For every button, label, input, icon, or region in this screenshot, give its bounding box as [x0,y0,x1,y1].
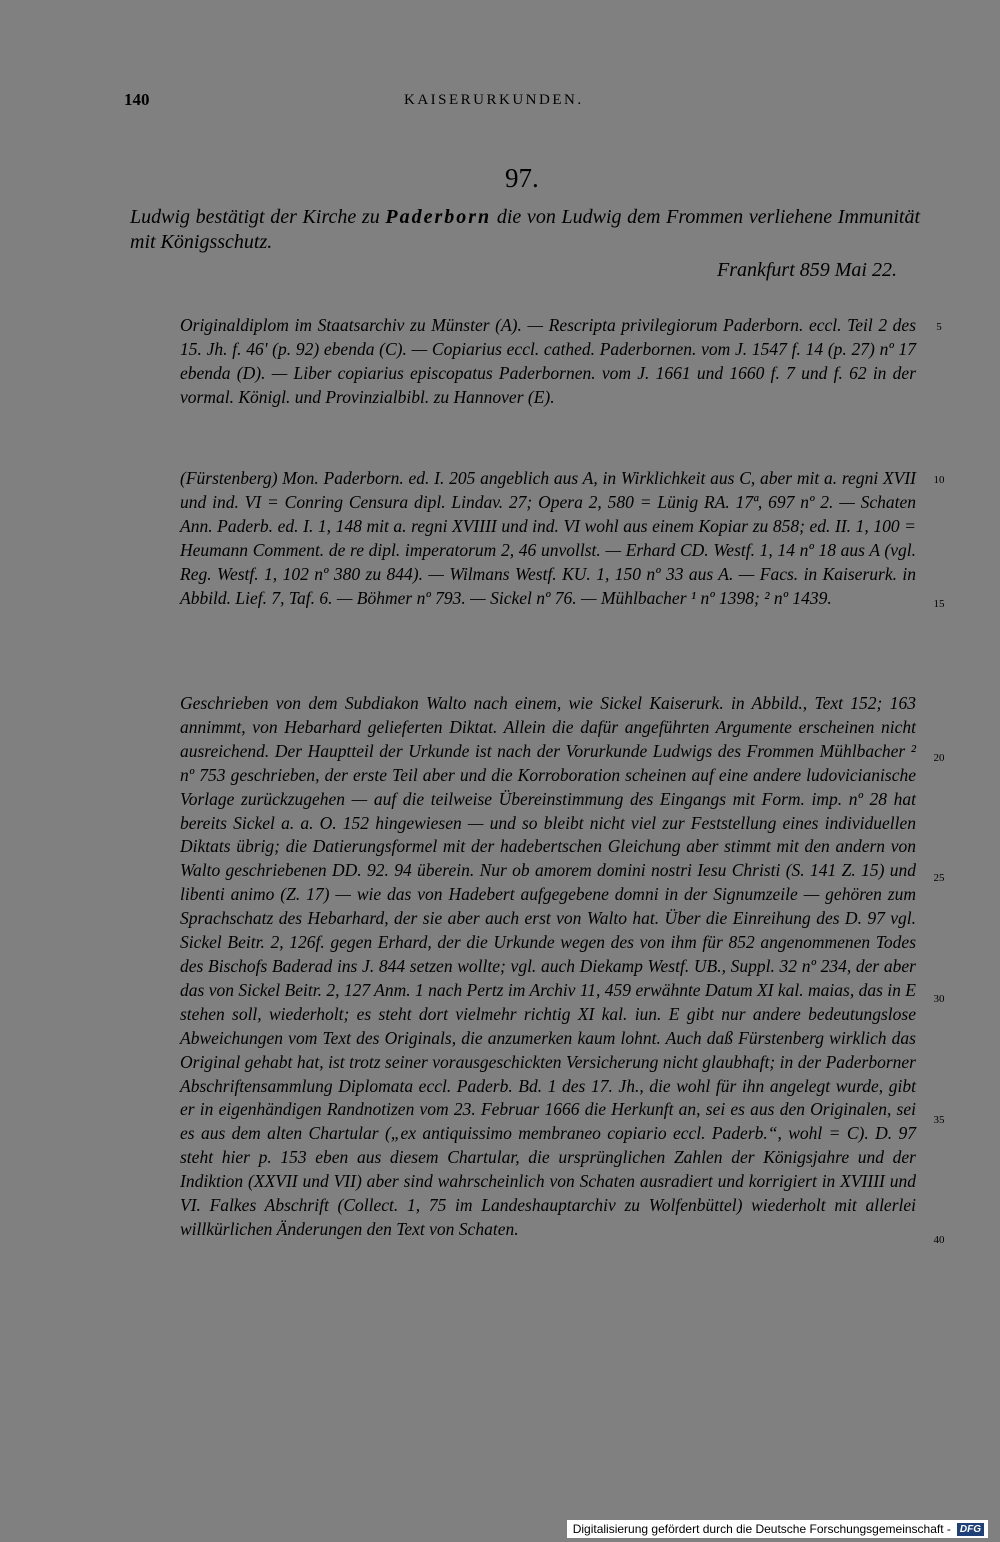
document-number: 97. [505,163,539,193]
commentary-paragraph: Geschrieben von dem Subdiakon Walto nach einem, wie Sickel Kaiserurk. in Abbild., Text 152; 163 annimmt, von Hebarhard gelieferten Diktat. Allein die dafür angeführten Argumente erscheinen nicht ausreichend. Der Hauptteil der Urkunde ist nach der Vorurkunde Ludwigs des Frommen Mühlbacher ² nº 753 geschrieben, der erste Teil aber und die Korroboration scheinen auf eine andere ludovicianische Vorlage zurückzugehen — auf die teilweise Übereinstimmung des Eingangs mit Form. imp. nº 28 hat bereits Sickel a. a. O. 152 hingewiesen — und so bleibt nicht viel zur Feststellung eines individuellen Diktats übrig; die Datierungsformel mit der hadebertschen Gleichung aber stimmt mit den andern von Walto geschriebenen DD. 92. 94 überein. Nur ob amorem domini nostri Iesu Christi (S. 141 Z. 15) und libenti animo (Z. 17) — wie das von Hadebert aufgegebene domni in der Signumzeile — gehören zum Sprachschatz des Hebarhard, der sie aber auch erst von Walto hat. Über die Einreihung des D. 97 vgl. Sickel Beitr. 2, 126f. gegen Erhard, der die Urkunde wegen des von ihm für 852 angenommenen Todes des Bischofs Baderad ins J. 844 setzen wollte; vgl. auch Diekamp Westf. UB., Suppl. 32 nº 234, der aber das von Sickel Beitr. 2, 127 Anm. 1 nach Pertz im Archiv 11, 459 erwähnte Datum XI kal. maias, das in E stehen soll, wiederholt; es steht dort vielmehr richtig XI kal. iun. E gibt nur andere bedeutungslose Abweichungen vom Text des Originals, die anzumerken kaum lohnt. Auch daß Fürstenberg wirklich das Original gehabt hat, ist trotz seiner vorausgeschickten Versicherung nicht glaubhaft; in der Paderborner Abschriftensammlung Diplomata eccl. Paderb. Bd. 1 des 17. Jh., die wohl für ihn angelegt wurde, gibt er in eigenhändigen Randnotizen vom 23. Februar 1666 die Herkunft an, sei es aus den Originalen, sei es aus dem alten Chartular („ex antiquissimo membraneo copiario eccl. Paderb.“, wohl = C). D. 97 steht hier p. 153 eben aus diesem Chartular, die ursprünglichen Zahlen der Königsjahre und der Indiktion (XXVII und VII) aber sind wahrscheinlich von Schaten ausradiert und korrigiert in XVIIII und VI. Falkes Abschrift (Collect. 1, 75 im Landeshauptarchiv zu Wolfenbüttel) wiederholt mit allerlei willkürlichen Änderungen den Text von Schaten. [180,693,916,1239]
footer-text: Digitalisierung gefördert durch die Deutsche Forschungsgemeinschaft - [572,1522,951,1536]
dateline: Frankfurt 859 Mai 22. [717,259,897,281]
line-number: 25 [933,872,945,884]
document-title [130,205,920,255]
line-number: 35 [933,1114,945,1126]
line-number: 40 [933,1234,945,1246]
title-place: Paderborn [385,206,492,228]
dfg-logo: DFG [957,1523,984,1536]
line-number: 15 [933,598,945,610]
title-part-2: die von Ludwig dem Frommen verliehene Immunität mit Königsschutz. [130,206,920,253]
line-number: 20 [933,752,945,764]
editions-paragraph: (Fürstenberg) Mon. Paderborn. ed. I. 205 angeblich aus A, in Wirklichkeit aus C, aber mit a. regni XVII und ind. VI = Conring Censura dipl. Lindav. 27; Opera 2, 580 = Lünig RA. 17ª, 697 nº 2. — Schaten Ann. Paderb. ed. I. 1, 148 mit a. regni XVIIII und ind. VI wohl aus einem Kopiar zu 858; ed. II. 1, 100 = Heumann Comment. de re dipl. imperatorum 2, 46 unvollst. — Erhard CD. Westf. 1, 14 nº 18 aus A (vgl. Reg. Westf. 1, 102 nº 380 zu 844). — Wilmans Westf. KU. 1, 150 nº 33 aus A. — Facs. in Kaiserurk. in Abbild. Lief. 7, Taf. 6. — Böhmer nº 793. — Sickel nº 76. — Mühlbacher ¹ nº 1398; ² nº 1439. [180,468,916,608]
manuscripts-paragraph: Originaldiplom im Staatsarchiv zu Münster (A). — Rescripta privilegiorum Paderborn. eccl. Teil 2 des 15. Jh. f. 46' (p. 92) ebenda (C). — Copiarius eccl. cathed. Paderbornen. vom J. 1547 f. 14 (p. 27) nº 17 ebenda (D). — Liber copiarius episcopatus Paderbornen. vom J. 1661 und 1660 f. 7 und f. 62 in der vormal. Königl. und Provinzialbibl. zu Hannover (E). [180,315,916,407]
line-number: 10 [933,474,945,486]
title-part-1: Ludwig bestätigt der Kirche zu [130,206,386,228]
running-title: KAISERURKUNDEN. [404,92,584,108]
page-number: 140 [124,90,150,109]
digitization-footer [567,1520,988,1538]
line-number: 30 [933,993,945,1005]
line-number: 5 [936,321,942,333]
